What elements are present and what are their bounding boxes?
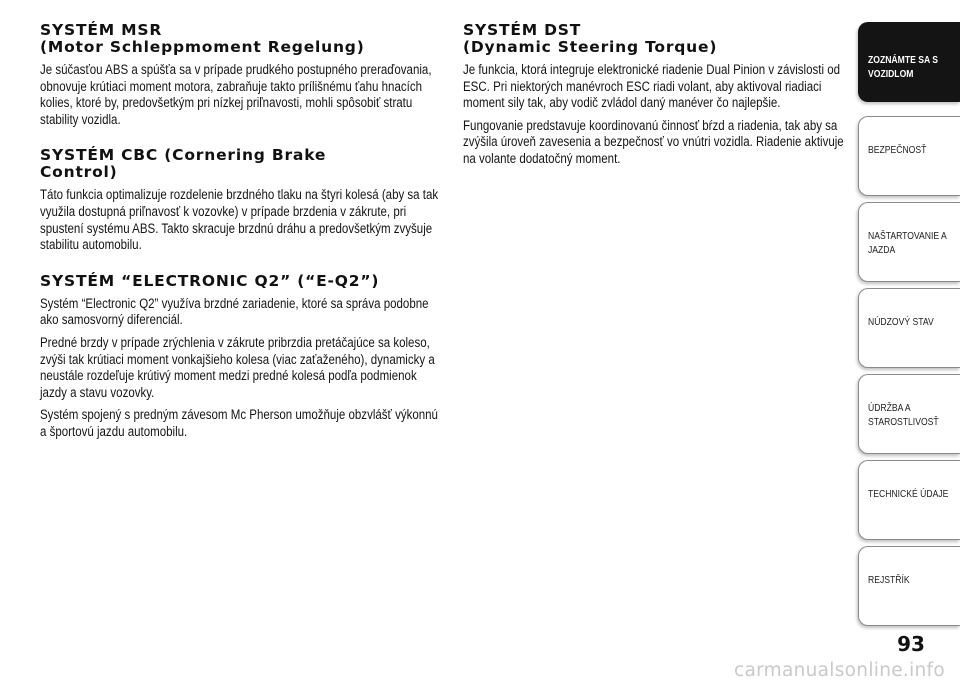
title-line: SYSTÉM “ELECTRONIC Q2” (“E-Q2”) bbox=[40, 271, 380, 290]
title-line: SYSTÉM MSR bbox=[40, 21, 163, 39]
tab-label-line: ZOZNÁMTE SA S bbox=[868, 54, 938, 66]
watermark: carmanualsonline.info bbox=[733, 660, 945, 681]
title-line: (Motor Schleppmoment Regelung) bbox=[40, 38, 365, 56]
title-line: (Dynamic Steering Torque) bbox=[463, 38, 718, 56]
tab-label-line: REJSTŘÍK bbox=[868, 574, 910, 586]
tab-label-line: ÚDRŽBA A bbox=[868, 402, 911, 414]
tab-bezpecnost[interactable] bbox=[858, 116, 960, 196]
chapter-tabs bbox=[858, 0, 960, 625]
title-line: SYSTÉM CBC (Cornering Brake bbox=[40, 146, 327, 165]
tab-label-line: NÚDZOVÝ STAV bbox=[868, 316, 934, 328]
section-title bbox=[40, 273, 445, 290]
section-dst bbox=[463, 22, 853, 168]
tab-nastartovanie-a-jazda[interactable] bbox=[858, 202, 960, 282]
paragraph: Táto funkcia optimalizuje rozdelenie brzdného tlaku na štyri kolesá (aby sa tak využila dostupná priľnavosť k vozovke) v prípade brzdenia v zákrute, pri spustení systému ABS. Takto skracuje brzdnú dráhu a predovšetkým zvyšuje stabilitu automobilu. bbox=[40, 187, 439, 253]
tab-udrzba-a-starostlivost[interactable] bbox=[858, 374, 960, 454]
paragraph: Predné brzdy v prípade zrýchlenia v zákrute pribrzdia pretáčajúce sa koleso, zvýši tak krútiaci moment vonkajšieho kolesa (viac zaťaženého), dynamicky a neustále rozdeľuje krútivý moment medzi predné kolesá podľa podmienok jazdy a stavu vozovky. bbox=[40, 334, 435, 400]
section-title bbox=[463, 22, 853, 56]
title-line: SYSTÉM DST bbox=[463, 21, 582, 39]
tab-label-line: STAROSTLIVOSŤ bbox=[868, 416, 939, 428]
section-electronic-q2 bbox=[40, 273, 445, 441]
tab-technicke-udaje[interactable] bbox=[858, 460, 960, 540]
page-number: 93 bbox=[897, 632, 925, 656]
paragraph: Je funkcia, ktorá integruje elektronické riadenie Dual Pinion v závislosti od ESC. Pri niektorých manévroch ESC riadi volant, aby aktivoval riadiaci moment sily tak, aby vodič zvládol daný manéver čo najlepšie. bbox=[463, 62, 841, 111]
tab-label-line: JAZDA bbox=[868, 244, 896, 256]
paragraph: Systém spojený s predným závesom Mc Pherson umožňuje obzvlášť výkonnú a športovú jazdu automobilu. bbox=[40, 407, 438, 439]
section-msr bbox=[40, 22, 445, 128]
paragraph: Je súčasťou ABS a spúšťa sa v prípade prudkého postupného preraďovania, obnovuje krútiaci moment motora, zabraňuje takto prílišnému ťahu hnacích kolies, ktoré by, predovšetkým pri nízkej priľnavosti, mohli spôsobiť stratu stability vozidla. bbox=[40, 62, 432, 127]
section-title bbox=[40, 22, 445, 56]
tab-label-line: TECHNICKÉ ÚDAJE bbox=[868, 488, 949, 500]
right-column bbox=[463, 22, 853, 187]
title-line: Control) bbox=[40, 163, 118, 182]
tab-label-line: VOZIDLOM bbox=[868, 68, 914, 80]
tab-label-line: NAŠTARTOVANIE A bbox=[868, 230, 947, 242]
section-cbc bbox=[40, 147, 445, 253]
tab-label-line: BEZPEČNOSŤ bbox=[868, 144, 927, 156]
paragraph: Systém “Electronic Q2” využíva brzdné zariadenie, ktoré sa správa podobne ako samosvorný diferenciál. bbox=[40, 295, 429, 328]
tab-zoznamte-sa-s-vozidlom[interactable] bbox=[858, 22, 960, 102]
tab-nudzovy-stav[interactable] bbox=[858, 288, 960, 368]
left-column bbox=[40, 22, 445, 460]
section-title bbox=[40, 147, 445, 181]
tab-rejstrik[interactable] bbox=[858, 546, 960, 626]
paragraph: Fungovanie predstavuje koordinovanú činnosť bŕzd a riadenia, tak aby sa zvýšila úroveň zavesenia a bezpečnosť vo vnútri vozidla. Riadenie aktivuje na volante dodatočný moment. bbox=[463, 117, 844, 166]
